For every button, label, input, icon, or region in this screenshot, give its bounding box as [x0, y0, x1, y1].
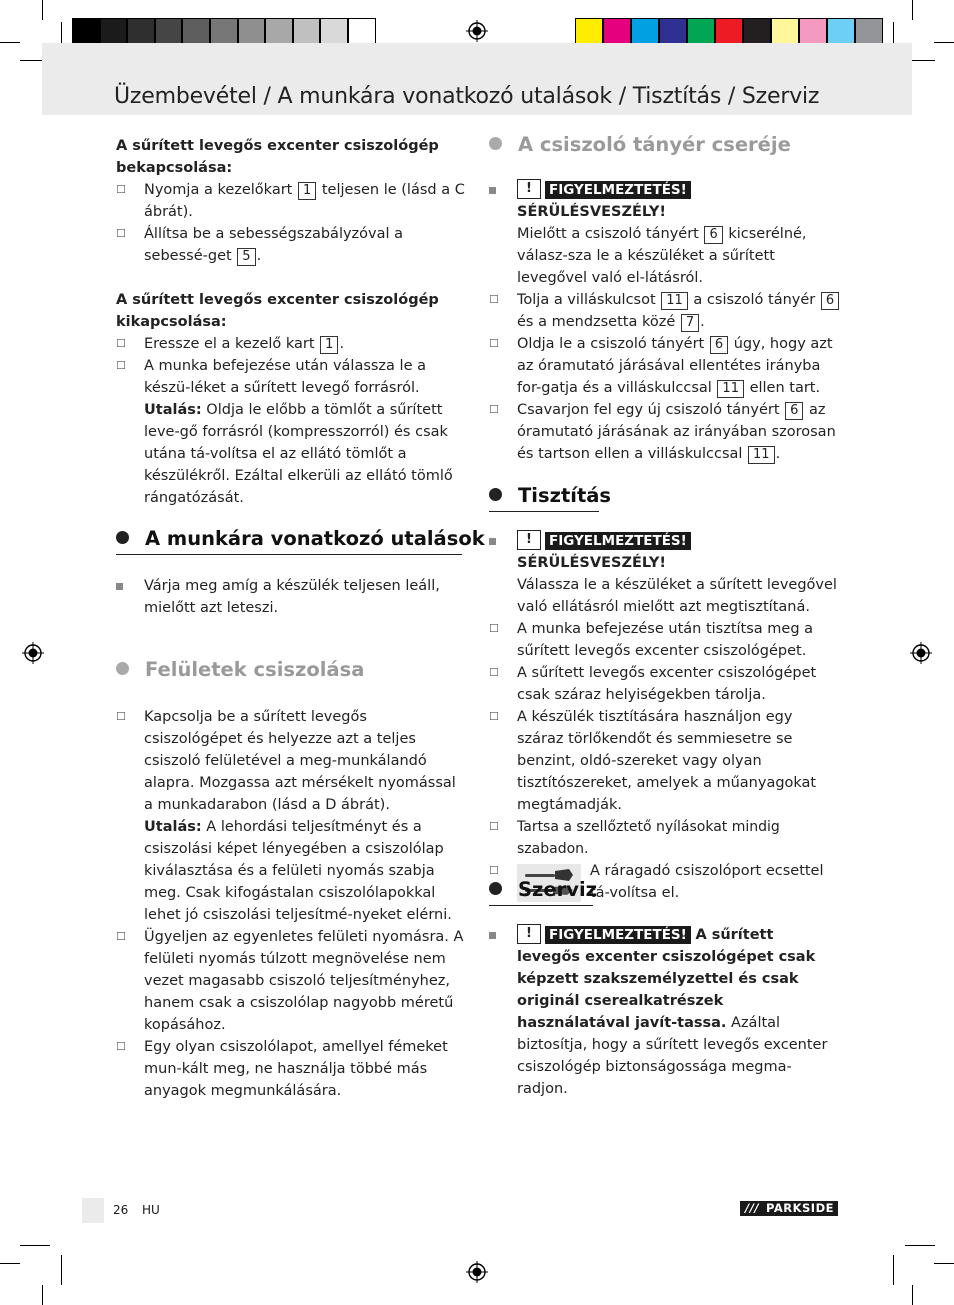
checkbox-icon: ☐	[489, 864, 499, 877]
warning-item: ! FIGYELMEZTETÉS! SÉRÜLÉSVESZÉLY! Válassza le a készüléket a sűrített levegővel való ellátásról mielőtt azt megtisztítaná.	[489, 530, 841, 618]
color-swatch	[687, 18, 715, 46]
checkbox-icon: ☐	[489, 403, 499, 416]
disc-list	[489, 179, 841, 465]
warning-item: ! FIGYELMEZTETÉS! A sűrített levegős excenter csiszológépet csak képzett szakszemélyzettel és csak originál cserealkatrészek használatával javít-tassa. Azáltal biztosítja, hogy a sűrített levegős excenter csiszológép biztonságossága megma-radjon.	[489, 924, 841, 1100]
color-swatch	[182, 18, 210, 46]
part-number: 6	[821, 292, 839, 310]
color-swatch	[715, 18, 743, 46]
warning-label: FIGYELMEZTETÉS!	[545, 181, 691, 199]
bullet-dot-icon	[489, 488, 502, 501]
color-swatch	[743, 18, 771, 46]
square-bullet-icon	[489, 538, 496, 545]
warning-label: FIGYELMEZTETÉS!	[545, 926, 691, 944]
crop-mark	[934, 1263, 954, 1264]
part-number: 6	[704, 226, 722, 244]
color-swatch	[603, 18, 631, 46]
part-number: 11	[661, 292, 688, 310]
list-item: ☐ A ráragadó csiszolóport ecsettel tá-volítsa el.	[489, 860, 841, 904]
color-swatch	[265, 18, 293, 46]
page-number: 26	[113, 1203, 129, 1217]
crop-mark	[934, 42, 954, 43]
color-swatch	[771, 18, 799, 46]
color-swatch	[799, 18, 827, 46]
part-number: 11	[748, 446, 775, 464]
part-number: 7	[681, 314, 699, 332]
list-item: ☐ Tolja a villáskulcsot 11 a csiszoló tányér 6 és a mendzsetta közé 7 .	[489, 289, 841, 333]
square-bullet-icon	[116, 583, 123, 590]
crop-mark	[20, 1245, 50, 1246]
work-notes	[116, 575, 466, 619]
registration-mark-icon	[22, 642, 44, 664]
switch-off-heading: A sűrített levegős excenter csiszológép kikapcsolása:	[116, 292, 439, 330]
section-rule	[116, 554, 462, 555]
part-number: 6	[710, 336, 728, 354]
checkbox-icon: ☐	[116, 359, 126, 372]
color-swatch	[210, 18, 238, 46]
warning-label: FIGYELMEZTETÉS!	[545, 532, 691, 550]
brand-logo: /// PARKSIDE	[740, 1201, 838, 1216]
list-item: Várja meg amíg a készülék teljesen leáll, mielőtt azt leteszi.	[116, 575, 466, 619]
part-number: 5	[237, 248, 255, 266]
switch-on-heading: A sűrített levegős excenter csiszológép bekapcsolása:	[116, 138, 439, 176]
checkbox-icon: ☐	[116, 1040, 126, 1053]
list-item: ☐ Ügyeljen az egyenletes felületi nyomásra. A felületi nyomás túlzott megnövelése nem vezet magasabb csiszoló teljesítményhez, hanem csak a csiszolólap nagyobb méretű kopásához.	[116, 926, 466, 1036]
list-item: ☐ Állítsa be a sebességszabályzóval a sebessé-get 5 .	[116, 223, 466, 267]
warning-triangle-icon: !	[517, 924, 541, 944]
bullet-dot-icon	[489, 137, 502, 150]
registration-mark-icon	[910, 642, 932, 664]
color-swatch	[72, 18, 100, 46]
list-item: ☐ Egy olyan csiszolólapot, amellyel fémeket mun-kált meg, ne használja többé más anyagok megmunkálására.	[116, 1036, 466, 1102]
color-swatch	[827, 18, 855, 46]
warning-item: ! FIGYELMEZTETÉS! SÉRÜLÉSVESZÉLY! Mielőtt a csiszoló tányért 6 kicserélné, válasz-sza le a készüléket a sűrített levegővel való el-látásról.	[489, 179, 841, 289]
color-swatch	[348, 18, 376, 46]
section-heading-disc: A csiszoló tányér cseréje	[489, 133, 791, 156]
checkbox-icon: ☐	[489, 622, 499, 635]
list-item: ☐ A sűrített levegős excenter csiszológépet csak száraz helyiségekben tárolja.	[489, 662, 841, 706]
language-code: HU	[142, 1203, 160, 1217]
color-swatch	[659, 18, 687, 46]
surface-list	[116, 706, 466, 1102]
list-item: ☐ Nyomja a kezelőkart 1 teljesen le (lásd a C ábrát).	[116, 179, 466, 223]
crop-mark	[0, 42, 20, 43]
part-number: 1	[320, 336, 338, 354]
color-swatch	[293, 18, 321, 46]
section-heading-cleaning: Tisztítás	[489, 484, 611, 507]
part-number: 1	[298, 182, 316, 200]
list-item: ☐ A munka befejezése után tisztítsa meg a sűrített levegős excenter csiszológépet.	[489, 618, 841, 662]
section-heading-service: Szerviz	[489, 878, 597, 901]
page-title: Üzembevétel / A munkára vonatkozó utalások / Tisztítás / Szerviz	[114, 84, 820, 109]
checkbox-icon: ☐	[489, 710, 499, 723]
list-item: ☐ Csavarjon fel egy új csiszoló tányért 6 az óramutató járásának az irányában szorosan és tartson ellen a villáskulccsal 11 .	[489, 399, 841, 465]
crop-mark	[61, 1255, 62, 1285]
checkbox-icon: ☐	[116, 337, 126, 350]
cleaning-list	[489, 530, 841, 904]
list-item: ☐ Eressze el a kezelő kart 1 .	[116, 333, 466, 355]
color-swatch	[100, 18, 128, 46]
note-label: Utalás:	[144, 819, 202, 835]
color-swatch	[155, 18, 183, 46]
list-item: ☐ A készülék tisztítására használjon egy száraz törlőkendőt és semmiesetre se benzint, oldó-szereket vagy olyan tisztítószereket, amelyek a műanyagokat megtámadják.	[489, 706, 841, 816]
color-swatch	[855, 18, 883, 46]
crop-mark	[893, 1255, 894, 1285]
crop-mark	[905, 1245, 935, 1246]
section-heading-work: A munkára vonatkozó utalások	[116, 527, 485, 550]
checkbox-icon: ☐	[116, 710, 126, 723]
bullet-dot-icon	[116, 531, 129, 544]
section-rule	[489, 905, 593, 906]
square-bullet-icon	[489, 932, 496, 939]
checkbox-icon: ☐	[489, 337, 499, 350]
list-item: ☐ Tartsa a szellőztető nyílásokat mindig szabadon.	[489, 816, 841, 860]
checkbox-icon: ☐	[116, 227, 126, 240]
registration-mark-icon	[466, 20, 488, 42]
left-column	[116, 135, 466, 509]
checkbox-icon: ☐	[489, 666, 499, 679]
crop-mark	[912, 0, 913, 20]
crop-mark	[0, 1263, 20, 1264]
checkbox-icon: ☐	[116, 183, 126, 196]
list-item: ☐ Kapcsolja be a sűrített levegős csiszológépet és helyezze azt a teljes csiszoló felületével a meg-munkálandó alapra. Mozgassa azt mérsékelt nyomással a munkadarabon (lásd a D ábrát). Utalás: A lehordási teljesítményt és a csiszolási képet lényegében a csiszolólap kiválasztása és a felületi nyomás szabja meg. Csak kifogástalan csiszolólapokkal lehet jó csiszolási teljesítmé-nyeket elérni.	[116, 706, 466, 926]
list-item: ☐ Oldja le a csiszoló tányért 6 úgy, hogy azt az óramutató járásával ellentétes irányba for-gatja és a villáskulccsal 11 ellen tart.	[489, 333, 841, 399]
list-item: ☐ A munka befejezése után válassza le a készü-léket a sűrített levegő forrásról. Utalás: Oldja le előbb a tömlőt a sűrített leve-gő forrásról (kompresszorról) és csak utána tá-volítsa el az ellátó tömlőt a készülékről. Ezáltal elkerüli az ellátó tömlő rángatózását.	[116, 355, 466, 509]
checkbox-icon: ☐	[116, 930, 126, 943]
checkbox-icon: ☐	[489, 293, 499, 306]
note-label: Utalás:	[144, 402, 202, 418]
crop-mark	[42, 1285, 43, 1305]
square-bullet-icon	[489, 187, 496, 194]
bullet-dot-icon	[489, 882, 502, 895]
color-swatch	[320, 18, 348, 46]
page-tab-marker	[82, 1198, 104, 1223]
crop-mark	[912, 1285, 913, 1305]
color-swatch	[631, 18, 659, 46]
part-number: 6	[785, 402, 803, 420]
registration-mark-icon	[466, 1261, 488, 1283]
section-heading-surface: Felületek csiszolása	[116, 658, 364, 681]
warning-triangle-icon: !	[517, 530, 541, 550]
color-swatch	[238, 18, 266, 46]
service-text	[489, 924, 841, 1100]
color-swatch	[575, 18, 603, 46]
crop-mark	[42, 0, 43, 20]
checkbox-icon: ☐	[489, 820, 499, 833]
color-swatch	[127, 18, 155, 46]
brand-stripes-icon: ///	[745, 1201, 760, 1215]
bullet-dot-icon	[116, 662, 129, 675]
part-number: 11	[717, 380, 744, 398]
warning-triangle-icon: !	[517, 179, 541, 199]
section-rule	[489, 511, 599, 512]
